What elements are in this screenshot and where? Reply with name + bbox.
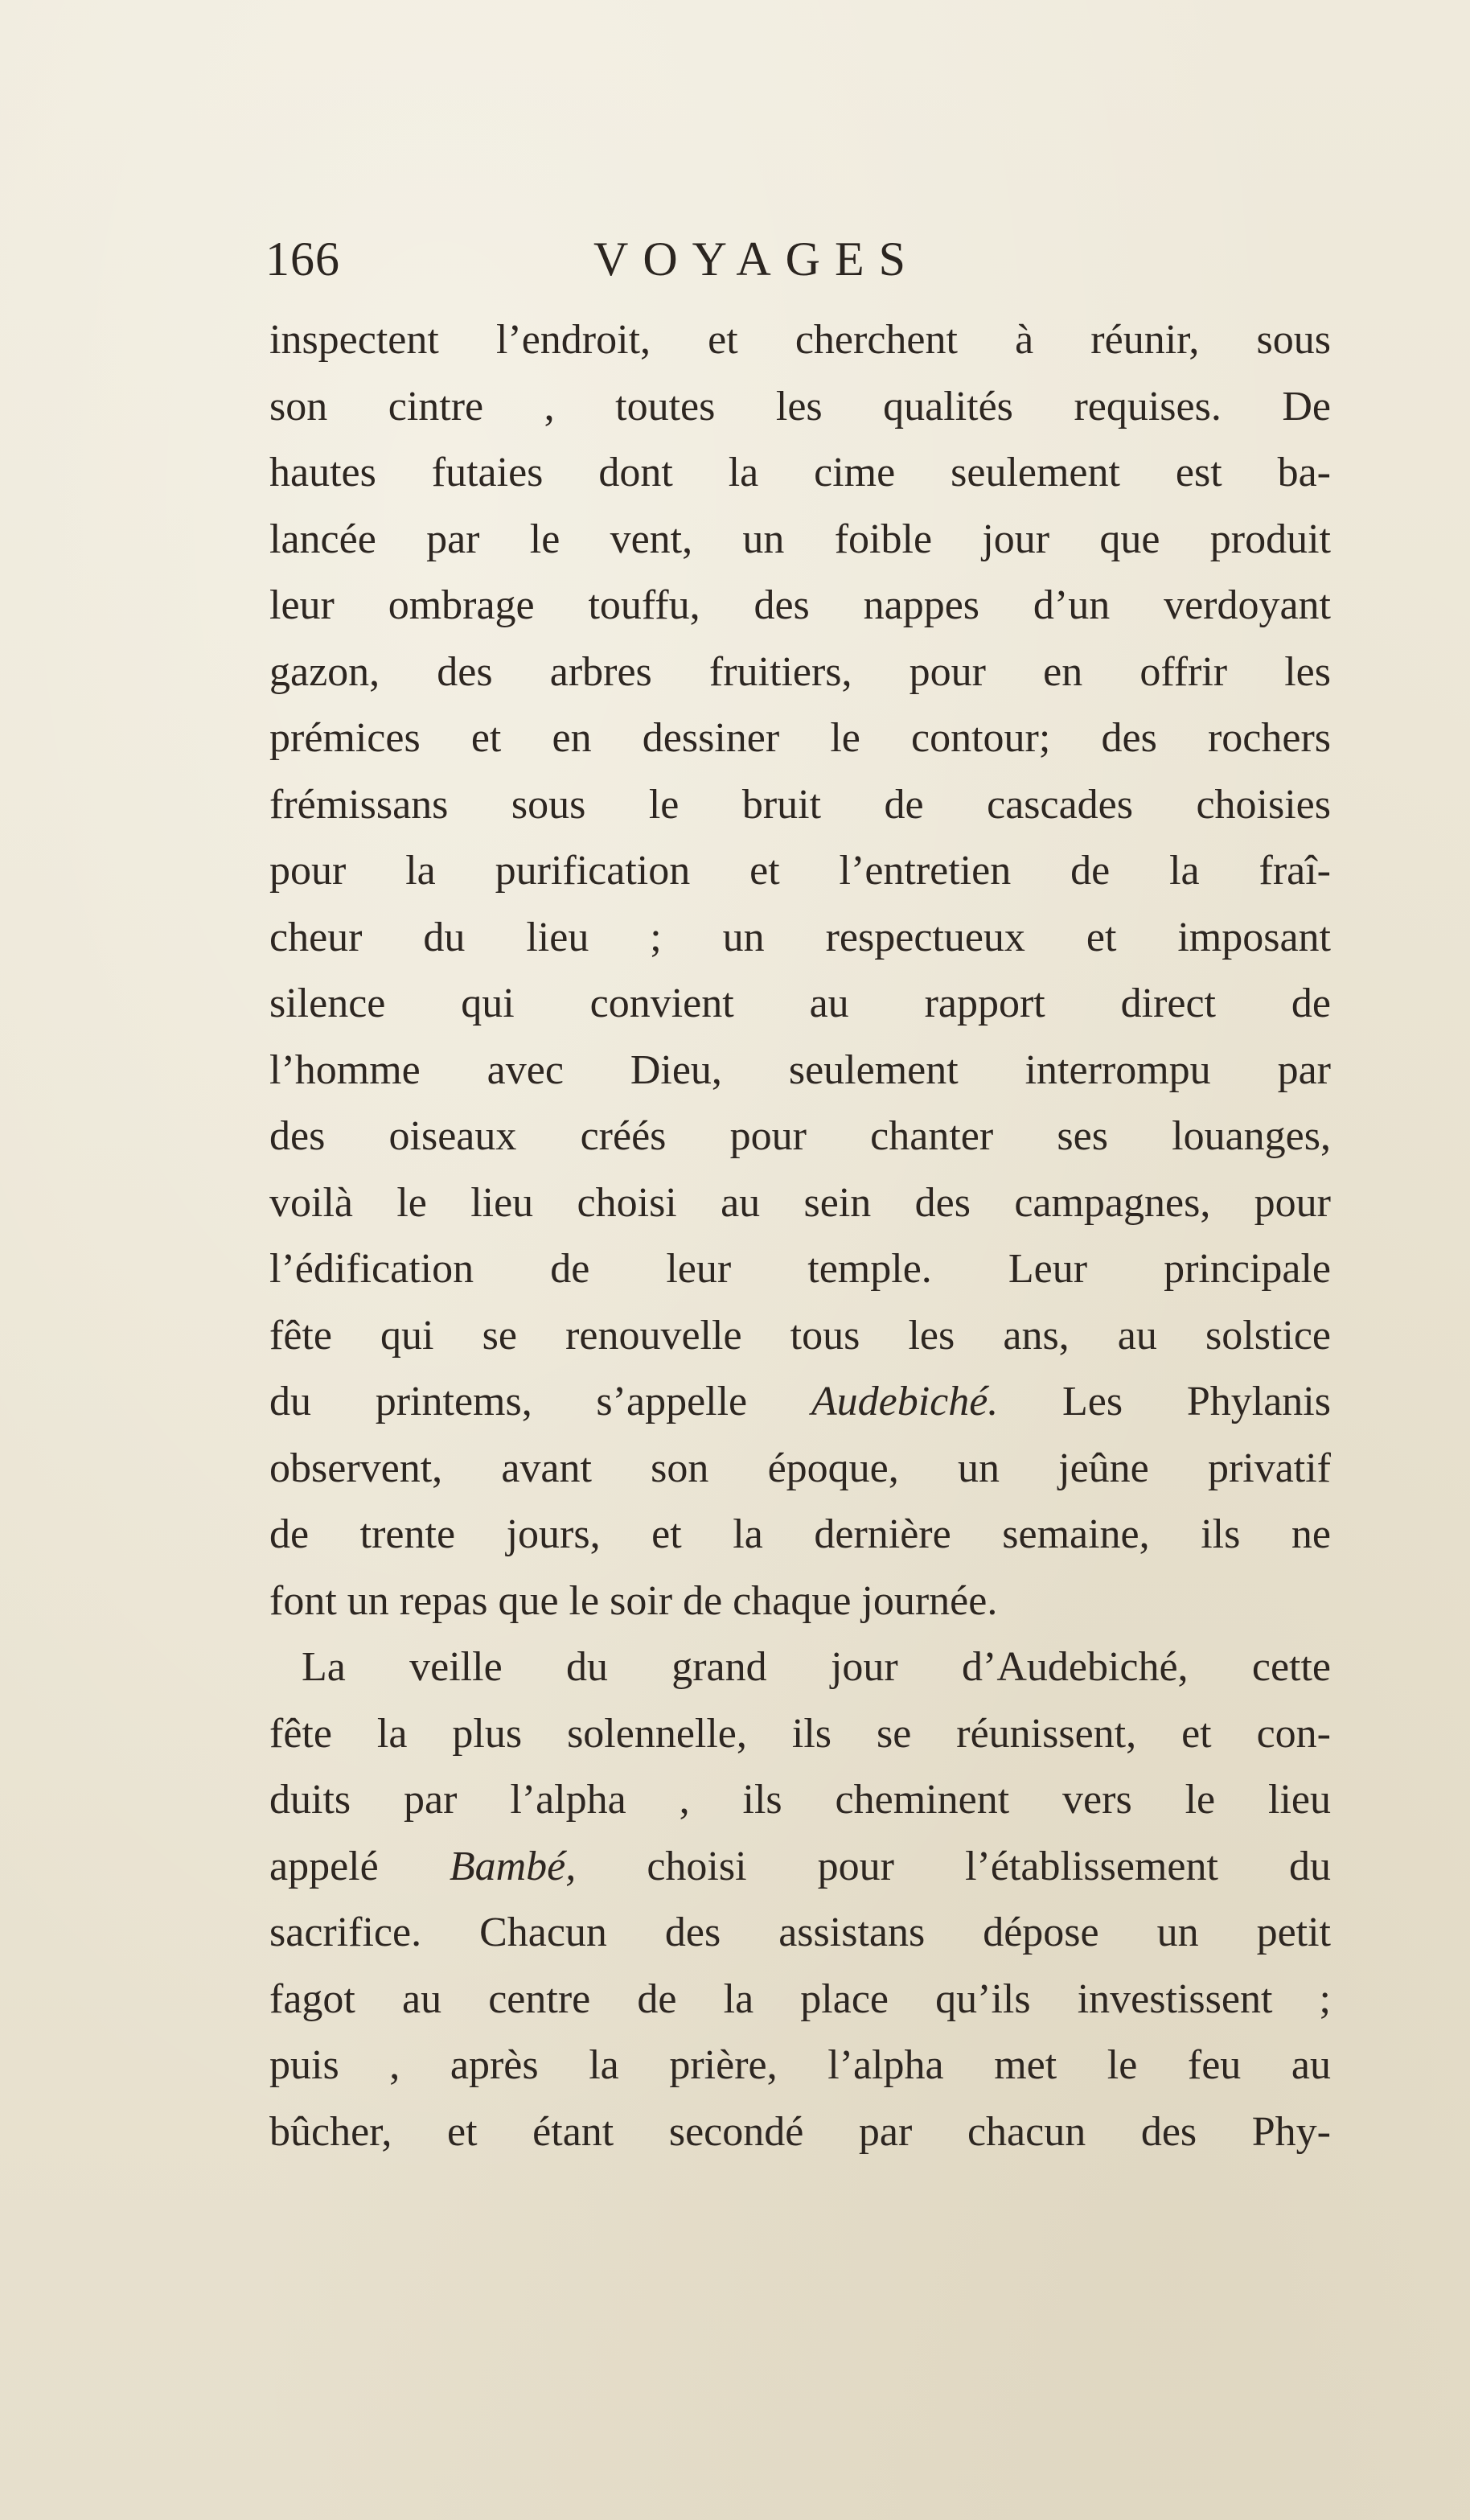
running-head: VOYAGES (593, 232, 921, 286)
text-line: La veille du grand jour d’Audebiché, cette (302, 1644, 1331, 1690)
body-text (269, 307, 1331, 2165)
text-line: l’homme avec Dieu, seulement interrompu par (269, 1046, 1331, 1093)
text-segment: Les Phylanis (998, 1379, 1331, 1424)
italic-term: Audebiché. (811, 1379, 999, 1424)
text-line: prémices et en dessiner le contour; des rochers (269, 715, 1331, 761)
text-line: duits par l’alpha , ils cheminent vers le lieu (269, 1777, 1331, 1823)
text-line: lancée par le vent, un foible jour que produit (269, 516, 1331, 562)
text-segment: appelé (269, 1843, 450, 1889)
text-line: puis , après la prière, l’alpha met le feu au (269, 2042, 1331, 2088)
text-line: fête qui se renouvelle tous les ans, au solstice (269, 1312, 1331, 1359)
text-line: fête la plus solennelle, ils se réunissent, et con- (269, 1710, 1331, 1757)
page-header (265, 227, 1335, 291)
text-line: gazon, des arbres fruitiers, pour en offrir les (269, 648, 1331, 695)
text-line: de trente jours, et la dernière semaine, ils ne (269, 1511, 1331, 1557)
text-line: silence qui convient au rapport direct de (269, 980, 1331, 1026)
text-line (269, 1369, 1331, 1436)
text-line: hautes futaies dont la cime seulement est ba- (269, 450, 1331, 495)
text-line: bûcher, et étant secondé par chacun des Phy- (269, 2108, 1331, 2155)
italic-term: Bambé, (449, 1843, 577, 1889)
text-segment: du printems, s’appelle (269, 1379, 811, 1424)
text-line (269, 1834, 1331, 1901)
text-line: inspectent l’endroit, et cherchent à réunir, sous (269, 317, 1331, 363)
text-line: sacrifice. Chacun des assistans dépose un petit (269, 1910, 1331, 1955)
text-line: fagot au centre de la place qu’ils investissent ; (269, 1975, 1331, 2022)
text-segment: choisi pour l’établissement du (576, 1843, 1332, 1889)
text-line: cheur du lieu ; un respectueux et imposant (269, 914, 1331, 960)
text-line: l’édification de leur temple. Leur principale (269, 1246, 1331, 1292)
text-line: font un repas que le soir de chaque journée. (269, 1577, 998, 1624)
text-line: pour la purification et l’entretien de la fraî- (269, 848, 1331, 894)
text-line: leur ombrage touffu, des nappes d’un verdoyant (269, 582, 1331, 628)
text-line: observent, avant son époque, un jeûne privatif (269, 1445, 1331, 1491)
text-line: son cintre , toutes les qualités requises. De (269, 383, 1331, 430)
text-line: frémissans sous le bruit de cascades choisies (269, 781, 1331, 828)
text-line: des oiseaux créés pour chanter ses louanges, (269, 1113, 1331, 1159)
text-line: voilà le lieu choisi au sein des campagnes, pour (269, 1179, 1331, 1226)
page-number: 166 (265, 232, 340, 286)
